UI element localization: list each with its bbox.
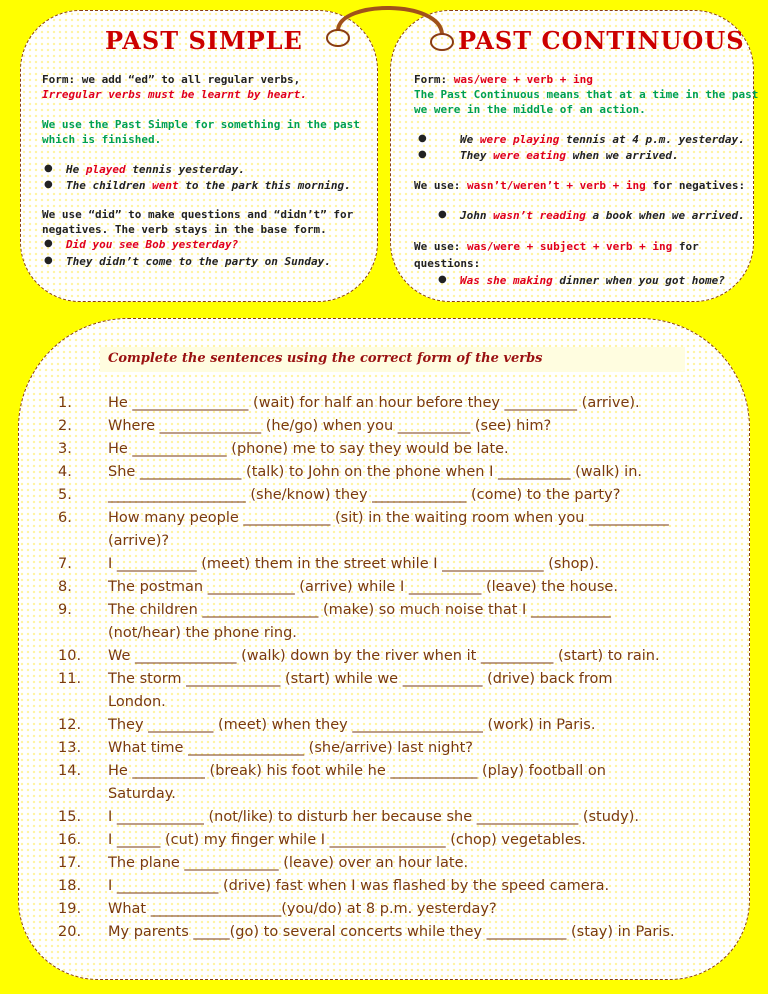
bullet-icon: ● xyxy=(418,149,427,160)
bullet-icon: ● xyxy=(44,179,53,190)
ps-example-2: The children went to the park this morning. xyxy=(66,179,351,192)
pc-def-2: we were in the middle of an action. xyxy=(414,103,646,116)
ps-use-2: which is finished. xyxy=(42,133,162,146)
bullet-icon: ● xyxy=(44,238,53,249)
ps-irregular: Irregular verbs must be learnt by heart. xyxy=(42,88,307,101)
ps-form: Form: we add “ed” to all regular verbs, xyxy=(42,73,301,86)
bullet-icon: ● xyxy=(438,274,447,285)
pc-question-label: questions: xyxy=(414,257,481,270)
ps-use-1: We use the Past Simple for something in the past xyxy=(42,118,360,131)
past-continuous-title: PAST CONTINUOUS xyxy=(458,26,745,55)
past-simple-title: PAST SIMPLE xyxy=(105,26,303,55)
ps-question-2: They didn’t come to the party on Sunday. xyxy=(66,255,331,268)
pc-form: Form: was/were + verb + ing xyxy=(414,73,593,86)
bullet-icon: ● xyxy=(44,255,53,266)
ps-neg-1: We use “did” to make questions and “didn’t” for xyxy=(42,208,354,221)
ps-neg-2: negatives. The verb stays in the base form. xyxy=(42,223,327,236)
instructions: Complete the sentences using the correct form of the verbs xyxy=(108,351,543,366)
bullet-icon: ● xyxy=(44,163,53,174)
connector-decoration xyxy=(310,0,470,60)
pc-question-example: Was she making dinner when you got home? xyxy=(460,274,725,287)
pc-negative-rule: We use: wasn’t/weren’t + verb + ing for negatives: xyxy=(414,179,746,192)
ps-example-1: He played tennis yesterday. xyxy=(66,163,245,176)
pc-question-rule: We use: was/were + subject + verb + ing for xyxy=(414,240,699,253)
bullet-icon: ● xyxy=(438,209,447,220)
pc-example-1: We were playing tennis at 4 p.m. yesterday. xyxy=(460,133,745,146)
pc-def-1: The Past Continuous means that at a time in the past xyxy=(414,88,759,101)
bullet-icon: ● xyxy=(418,133,427,144)
pc-example-2: They were eating when we arrived. xyxy=(460,149,679,162)
pc-negative-example: John wasn’t reading a book when we arrived. xyxy=(460,209,745,222)
ps-question-1: Did you see Bob yesterday? xyxy=(66,238,239,251)
